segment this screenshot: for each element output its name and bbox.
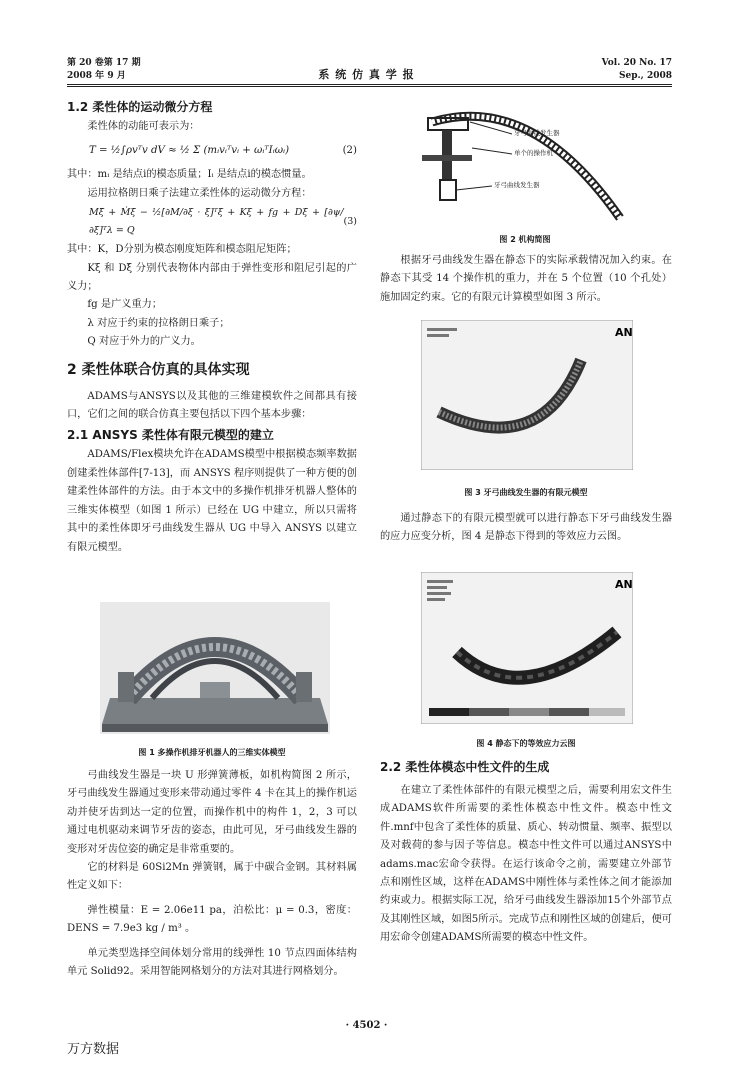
paragraph: λ 对应于约束的拉格朗日乘子； (87, 317, 230, 329)
header-rule-top (67, 84, 672, 85)
paragraph: 其中：K，D分别为模态刚度矩阵和模态阻尼矩阵； (67, 244, 297, 256)
page-number: · 4502 · (345, 1020, 388, 1031)
ansys-logo: AN (615, 326, 633, 339)
equation-2-number: (2) (342, 145, 357, 157)
section-2-2-title: 2.2 柔性体模态中性文件的生成 (380, 760, 550, 774)
right-column-top (380, 252, 672, 307)
figure-2-label-2: 单个的操作机 (514, 149, 553, 157)
figure-3-fe-model (421, 320, 633, 470)
volume-en: Vol. 20 No. 17 (601, 58, 672, 68)
left-column (67, 96, 357, 557)
volume-cn: 第 20 卷第 17 期 (67, 58, 141, 68)
right-column-mid (380, 510, 672, 547)
paragraph: 单元类型选择空间体划分常用的线弹性 10 节点四面体结构单元 Solid92。采用智能网格划分的方法对其进行网格划分。 (67, 947, 357, 978)
figure-1-robot-model (100, 602, 330, 734)
paragraph: 弹性模量：E = 2.06e11 pa，泊松比：μ = 0.3，密度：DENS = 7.9e3 kg / m³ 。 (67, 904, 357, 935)
paragraph: 在建立了柔性体部件的有限元模型之后，需要利用宏文件生成ADAMS软件所需要的柔性体模态中性文件。模态中性文件.mnf中包含了柔性体的质量、质心、转动惯量、频率、振型以及对载荷的参与因子等信息。模态中性文件可以通过ANSYS中adams.mac宏命令获得。在运行该命令之前，需要建立外部节点和刚性区域，这样在ADAMS中刚性体与柔性体之间才能添加约束或力。根据实际工况，给牙弓曲线发生器添加15个外部节点及其刚性区域，如图5所示。完成节点和刚性区域的创建后，便可用宏命令创建ADAMS所需要的模态中性文件。 (380, 785, 672, 944)
header-rule-bottom (67, 86, 672, 87)
journal-title: 系 统 仿 真 学 报 (318, 68, 415, 81)
equation-3-number: (3) (343, 216, 357, 228)
figure-1-caption: 图 1 多操作机排牙机器人的三维实体模型 (138, 748, 286, 757)
figure-4-caption: 图 4 静态下的等效应力云图 (476, 739, 576, 748)
paragraph: 运用拉格朗日乘子法建立柔性体的运动微分方程： (87, 187, 312, 199)
paragraph: 通过静态下的有限元模型就可以进行静态下牙弓曲线发生器的应力应变分析，图 4 是静态下得到的等效应力云图。 (380, 513, 672, 543)
figure-4-stress-contour (421, 572, 633, 724)
paragraph: Q 对应于外力的广义力。 (87, 336, 201, 348)
paragraph: 其中：mᵢ 是结点i的模态质量；Iᵢ 是结点i的模态惯量。 (67, 169, 312, 181)
figure-3-caption: 图 3 牙弓曲线发生器的有限元模型 (464, 488, 588, 497)
right-column-bottom (380, 756, 672, 948)
date-cn: 2008 年 9 月 (67, 71, 126, 81)
figure-2-caption: 图 2 机构简图 (499, 235, 551, 244)
paragraph: 柔性体的动能可表示为： (87, 121, 200, 132)
equation-2 (67, 136, 357, 166)
figure-2-mechanism-sketch (412, 100, 642, 228)
ansys-logo: AN (615, 578, 633, 591)
paragraph: fg 是广义重力； (87, 299, 163, 311)
paragraph: 弓曲线发生器是一块 U 形弹簧薄板，如机构简图 2 所示，牙弓曲线发生器通过变形来带动通过零件 4 卡在其上的操作机运动并使牙齿到达一定的位置，而操作机中的构件 1，2，3 可以通过电机驱动来调节牙齿的姿态，由此可见，牙弓曲线发生器的变形对牙齿位姿的确定是非常重要的。 (67, 770, 357, 855)
section-2-title: 2 柔性体联合仿真的具体实现 (67, 361, 250, 378)
equation-3 (67, 203, 357, 241)
paragraph: ADAMS与ANSYS以及其他的三维建模软件之间都具有接口，它们之间的联合仿真主要包括以下四个基本步骤： (67, 390, 357, 421)
paragraph: ADAMS/Flex模块允许在ADAMS模型中根据模态频率数据创建柔性体部件[7-13]，而 ANSYS 程序则提供了一种方便的创建柔性体部件的方法。由于本文中的多操作机排牙机器人整体的三维实体模型（如图 1 所示）已经在 UG 中建立，所以只需将其中的柔性体即牙弓曲线发生器从 UG 中导入 ANSYS 以建立有限元模型。 (67, 449, 357, 553)
left-column-bottom (67, 767, 357, 981)
figure-2-label-1: 牙弓曲线发生器 (514, 129, 560, 137)
figure-2-label-3: 牙弓曲线发生器 (494, 181, 540, 189)
paragraph: 它的材料是 60Si2Mn 弹簧钢，属于中碳合金钢。其材料属性定义如下： (67, 862, 357, 892)
watermark: 万方数据 (67, 1042, 120, 1057)
date-en: Sep., 2008 (619, 71, 672, 81)
section-1-2-title: 1.2 柔性体的运动微分方程 (67, 100, 213, 114)
paragraph: Kξ 和 Dξ̇ 分别代表物体内部由于弹性变形和阻尼引起的广义力； (67, 262, 357, 293)
equation-3-body: Mξ̈ + Ṁξ̇ − ½[∂M/∂ξ · ξ̇]ᵀξ̇ + Kξ + fg + Dξ̇ + [∂ψ/∂ξ]ᵀλ = Q (89, 206, 344, 237)
section-2-1-title: 2.1 ANSYS 柔性体有限元模型的建立 (67, 428, 274, 443)
paragraph: 根据牙弓曲线发生器在静态下的实际承载情况加入约束。在静态下其受 14 个操作机的重力，并在 5 个位置（10 个孔处）施加固定约束。它的有限元计算模型如图 3 所示。 (380, 255, 672, 303)
equation-2-body: T = ½∫ρvᵀv dV ≈ ½ Σ (mᵢvᵢᵀvᵢ + ωᵢᵀIᵢωᵢ) (89, 145, 290, 157)
